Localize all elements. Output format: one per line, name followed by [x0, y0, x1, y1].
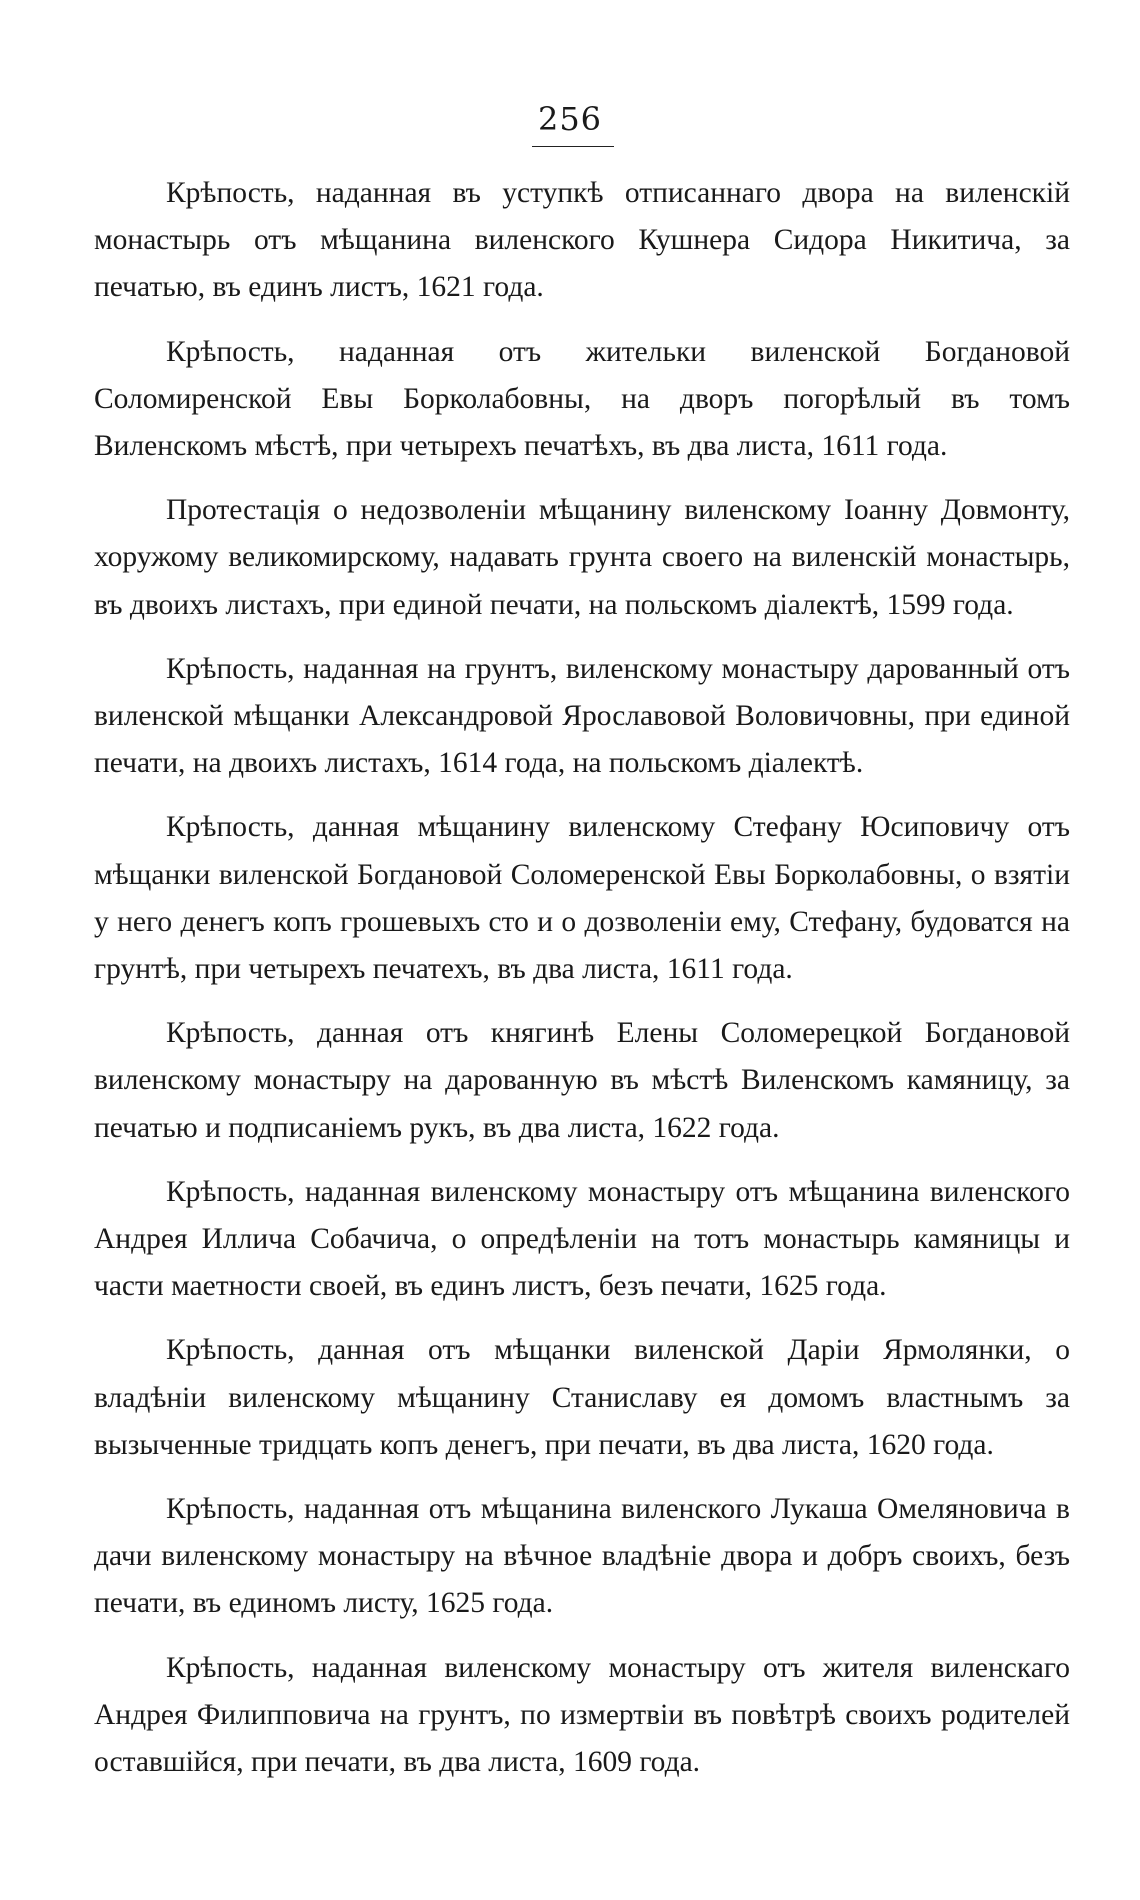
entry-paragraph: Крѣпость, наданная виленскому монастыру отъ жителя виленскаго Андрея Филипповича на грунтъ, по измертвіи въ повѣтрѣ своихъ родителей оставшійся, при печати, въ два листа, 1609 года.	[94, 1651, 1070, 1779]
entry-paragraph: Крѣпость, наданная отъ жительки виленской Богдановой Соломиренской Евы Борколабовны, на дворъ погорѣлый въ томъ Виленскомъ мѣстѣ, при четырехъ печатѣхъ, въ два листа, 1611 года.	[94, 335, 1070, 463]
page-number: 256	[537, 100, 603, 138]
entry-paragraph: Крѣпость, наданная виленскому монастыру отъ мѣщанина виленского Андрея Иллича Собачича, о опредѣленіи на тотъ монастырь камяницы и части маетности своей, въ единъ листъ, безъ печати, 1625 года.	[94, 1175, 1070, 1303]
entry-paragraph: Крѣпость, наданная въ уступкѣ отписаннаго двора на виленскій монастырь отъ мѣщанина виленского Кушнера Сидора Никитича, за печатью, въ единъ листъ, 1621 года.	[94, 177, 1070, 304]
entry-paragraph: Крѣпость, наданная на грунтъ, виленскому монастыру дарованный отъ виленской мѣщанки Александровой Ярославовой Воловичовны, при единой печати, на двоихъ листахъ, 1614 года, на польскомъ діалектѣ.	[94, 652, 1070, 780]
entry-paragraph: Крѣпость, данная отъ мѣщанки виленской Даріи Ярмолянки, о владѣніи виленскому мѣщанину Станиславу ея домомъ властнымъ за вызыченные тридцать копъ денегъ, при печати, въ два листа, 1620 года.	[94, 1334, 1070, 1461]
entry-paragraph: Крѣпость, данная мѣщанину виленскому Стефану Юсиповичу отъ мѣщанки виленской Богдановой Соломеренской Евы Борколабовны, о взятіи у него денегъ копъ грошевыхъ сто и о дозволеніи ему, Стефану, будоватся на грунтѣ, при четырехъ печатехъ, въ два листа, 1611 года.	[94, 811, 1070, 986]
page-number-rule	[532, 146, 614, 147]
entry-paragraph: Протестація о недозволеніи мѣщанину виленскому Іоанну Довмонту, хоружому великомирскому, надавать грунта своего на виленскій монастырь, въ двоихъ листахъ, при единой печати, на польскомъ діалектѣ, 1599 года.	[94, 494, 1070, 621]
document-body	[94, 170, 1070, 1803]
entry-paragraph: Крѣпость, данная отъ княгинѣ Елены Соломерецкой Богдановой виленскому монастыру на дарованную въ мѣстѣ Виленскомъ камяницу, за печатью и подписаніемъ рукъ, въ два листа, 1622 года.	[94, 1017, 1070, 1144]
entry-paragraph: Крѣпость, наданная отъ мѣщанина виленского Лукаша Омеляновича в дачи виленскому монастыру на вѣчное владѣніе двора и добръ своихъ, безъ печати, въ единомъ листу, 1625 года.	[94, 1493, 1070, 1620]
